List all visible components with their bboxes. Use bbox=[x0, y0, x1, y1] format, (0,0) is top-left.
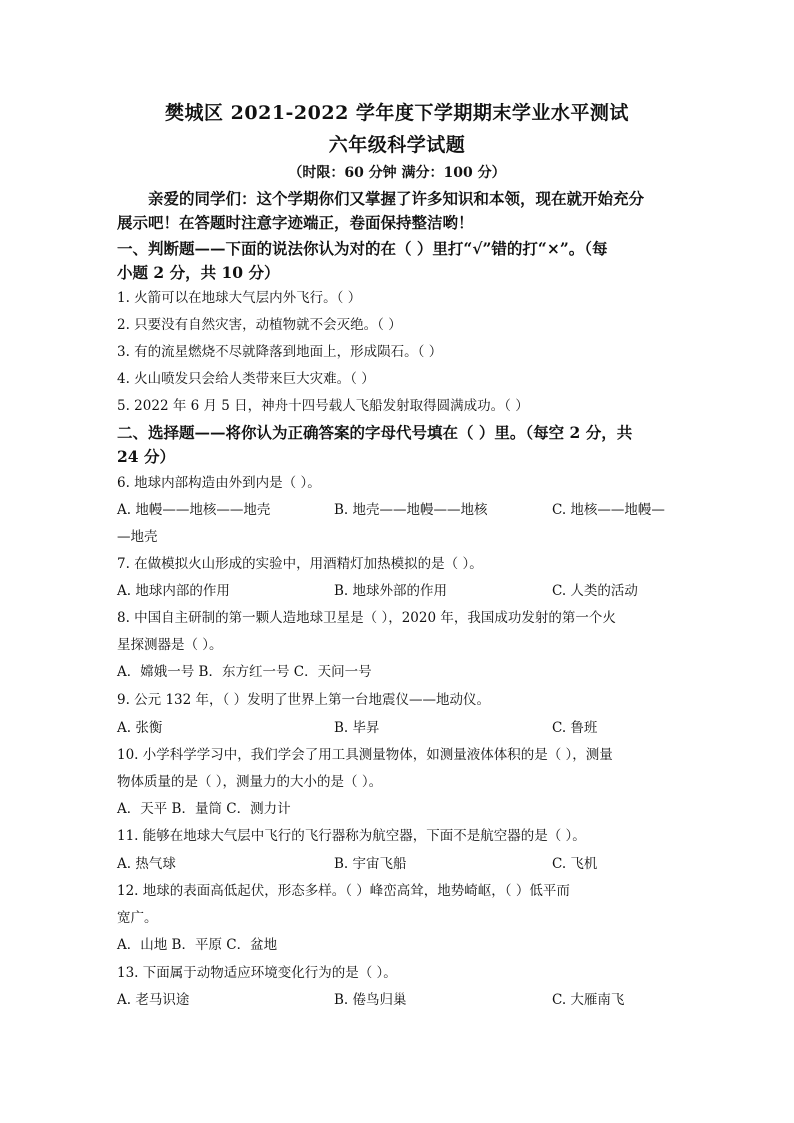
question-8-cont: 星探测器是（ ）。 bbox=[117, 637, 223, 653]
q13-option-c: C. 大雁南飞 bbox=[552, 992, 625, 1008]
question-8: 8. 中国自主研制的第一颗人造地球卫星是（ ），2020 年，我国成功发射的第一个火 bbox=[117, 610, 616, 626]
question-4: 4. 火山喷发只会给人类带来巨大灾难。（ ） bbox=[117, 371, 375, 387]
q12-options: A．山地 B．平原 C．盆地 bbox=[117, 937, 278, 953]
q9-option-c: C. 鲁班 bbox=[552, 720, 598, 736]
intro-line2: 展示吧！在答题时注意字迹端正，卷面保持整洁哟！ bbox=[117, 213, 474, 232]
section2-heading-cont: 24 分） bbox=[117, 447, 175, 466]
question-10: 10. 小学科学学习中，我们学会了用工具测量物体，如测量液体体积的是（ ），测量 bbox=[117, 747, 613, 763]
q10-options: A．天平 B．量筒 C．测力计 bbox=[117, 801, 291, 817]
question-13: 13. 下面属于动物适应环境变化行为的是（ ）。 bbox=[117, 965, 397, 981]
question-12: 12. 地球的表面高低起伏，形态多样。（ ）峰峦高耸，地势崎岖，（ ）低平而 bbox=[117, 883, 570, 899]
question-2: 2. 只要没有自然灾害，动植物就不会灭绝。（ ） bbox=[117, 317, 402, 333]
time-info: （时限：60 分钟 满分：100 分） bbox=[288, 165, 506, 181]
q11-option-b: B. 宇宙飞船 bbox=[334, 856, 407, 872]
question-12-cont: 宽广。 bbox=[117, 910, 158, 926]
q6-option-a: A. 地幔——地核——地壳 bbox=[117, 502, 271, 518]
q6-option-c-cont: —地壳 bbox=[117, 529, 158, 545]
q13-option-a: A. 老马识途 bbox=[117, 992, 190, 1008]
q6-option-b: B. 地壳——地幔——地核 bbox=[334, 502, 488, 518]
section1-heading: 一、判断题——下面的说法你认为对的在（ ）里打“√”错的打“×”。（每 bbox=[117, 239, 608, 258]
q11-option-a: A. 热气球 bbox=[117, 856, 176, 872]
section1-heading-cont: 小题 2 分，共 10 分） bbox=[117, 263, 280, 282]
q7-option-b: B. 地球外部的作用 bbox=[334, 583, 448, 599]
question-5: 5. 2022 年 6 月 5 日，神舟十四号载人飞船发射取得圆满成功。（ ） bbox=[117, 398, 529, 414]
exam-subtitle: 六年级科学试题 bbox=[328, 134, 466, 156]
q8-options: A．嫦娥一号 B．东方红一号 C．天问一号 bbox=[117, 664, 372, 680]
question-11: 11. 能够在地球大气层中飞行的飞行器称为航空器，下面不是航空器的是（ ）。 bbox=[117, 828, 586, 844]
section2-heading: 二、选择题——将你认为正确答案的字母代号填在（ ）里。（每空 2 分，共 bbox=[117, 423, 633, 442]
intro-line1: 亲爱的同学们：这个学期你们又掌握了许多知识和本领，现在就开始充分 bbox=[148, 189, 645, 208]
q11-option-c: C. 飞机 bbox=[552, 856, 598, 872]
question-6: 6. 地球内部构造由外到内是（ ）。 bbox=[117, 475, 321, 491]
q7-option-a: A. 地球内部的作用 bbox=[117, 583, 230, 599]
question-3: 3. 有的流星燃烧不尽就降落到地面上，形成陨石。（ ） bbox=[117, 344, 443, 360]
q9-option-a: A. 张衡 bbox=[117, 720, 163, 736]
q9-option-b: B. 毕昇 bbox=[334, 720, 380, 736]
question-7: 7. 在做模拟火山形成的实验中，用酒精灯加热模拟的是（ ）。 bbox=[117, 556, 483, 572]
question-10-cont: 物体质量的是（ ），测量力的大小的是（ ）。 bbox=[117, 774, 383, 790]
question-9: 9. 公元 132 年，（ ）发明了世界上第一台地震仪——地动仪。 bbox=[117, 692, 491, 708]
exam-title: 樊城区 2021-2022 学年度下学期期末学业水平测试 bbox=[165, 102, 629, 124]
q6-option-c: C. 地核——地幔— bbox=[552, 502, 665, 518]
q7-option-c: C. 人类的活动 bbox=[552, 583, 638, 599]
question-1: 1. 火箭可以在地球大气层内外飞行。（ ） bbox=[117, 290, 362, 306]
q13-option-b: B. 倦鸟归巢 bbox=[334, 992, 407, 1008]
